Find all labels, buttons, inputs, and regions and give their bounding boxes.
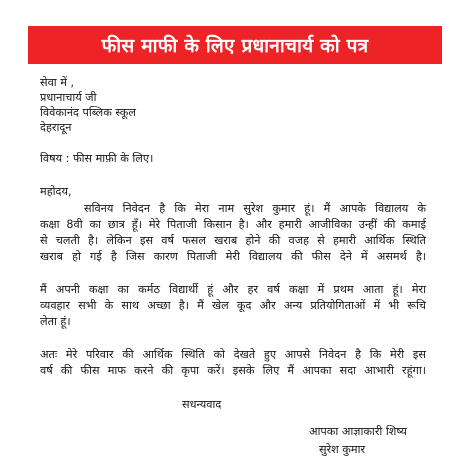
title-banner — [28, 26, 442, 64]
address-to: सेवा में , — [40, 76, 75, 89]
letter-title: फीस माफी के लिए प्रधानाचार्य को पत्र — [101, 35, 369, 57]
address-city: देहरादून — [40, 121, 72, 134]
signature-line: आपका आज्ञाकारी शिष्य — [309, 425, 407, 438]
paragraph1-line: खराब हो गई है जिस कारण पिताजी मेरी विद्यालय की फीस देने में असमर्थ है। — [40, 250, 426, 263]
closing: सधन्यवाद — [182, 398, 222, 411]
address-school: विवेकानंद पब्लिक स्कूल — [40, 106, 136, 119]
paragraph1-line: से चलती है। लेकिन इस वर्ष फसल खराब होने की वजह से हमारी आर्थिक स्थिति — [40, 234, 426, 247]
signature-name: सुरेश कुमार — [319, 443, 366, 456]
paragraph1-line: सविनय निवेदन है कि मेरा नाम सुरेश कुमार हूं। मैं आपके विद्यालय के — [84, 202, 426, 215]
subject-line: विषय : फीस माफ़ी के लिए। — [40, 152, 154, 165]
address-recipient: प्रधानाचार्य जी — [40, 91, 97, 104]
paragraph2-line: लेता हूं। — [40, 315, 71, 328]
paragraph2-line: व्यवहार सभी के साथ अच्छा है। मैं खेल कूद और अन्य प्रतियोगिताओं में भी रूचि — [40, 299, 426, 312]
paragraph3-line: वर्ष की फीस माफ करने की कृपा करें। इसके लिए मैं आपका सदा आभारी रहूंगा। — [40, 364, 426, 377]
paragraph1-line: कक्षा 8वी का छात्र हूँ। मेरे पिताजी किसान है। और हमारी आजीविका उन्हीं की कमाई — [40, 218, 426, 231]
paragraph2-line: मैं अपनी कक्षा का कर्मठ विद्यार्थी हूं और हर वर्ष कक्षा में प्रथम आता हूं। मेरा — [40, 283, 426, 296]
paragraph3-line: अतः मेरे परिवार की आर्थिक स्थिति को देखते हुए आपसे निवेदन है कि मेरी इस — [40, 348, 426, 361]
salutation: महोदय, — [40, 185, 72, 198]
